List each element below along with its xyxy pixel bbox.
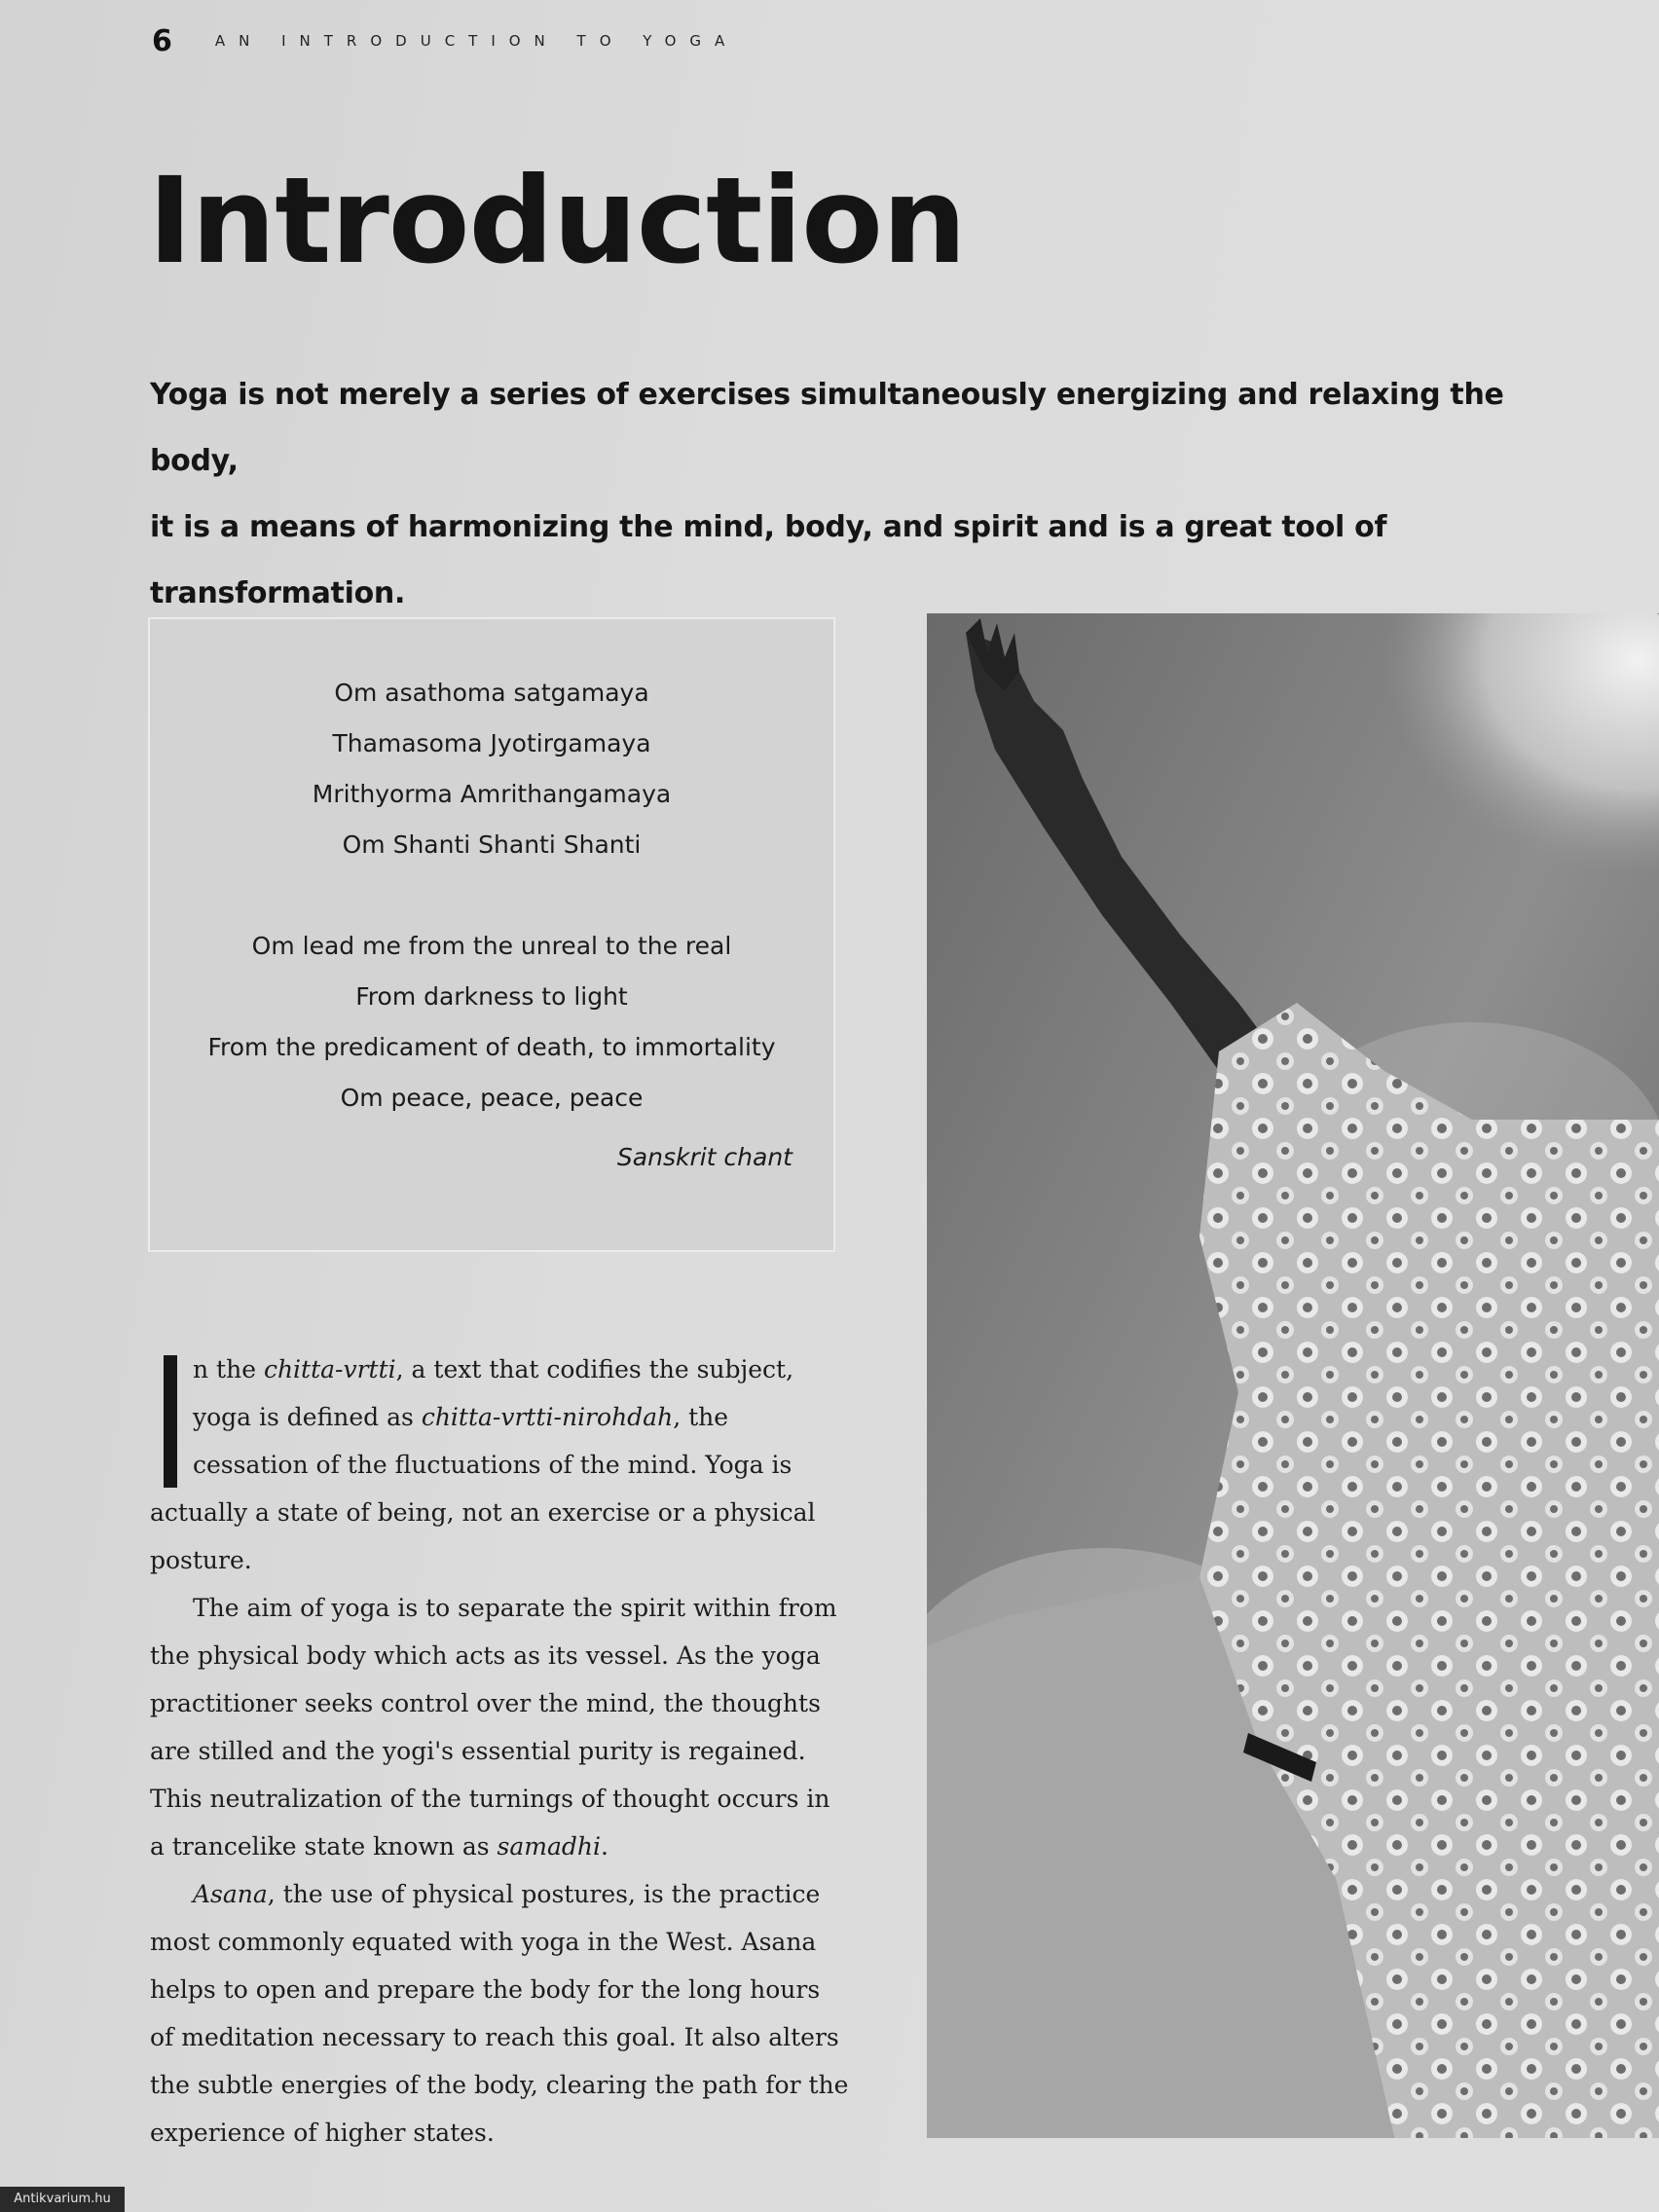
- chant-translation-line: From the predicament of death, to immortality: [207, 1033, 776, 1061]
- yoga-photo: [927, 613, 1659, 2138]
- lead-paragraph: [150, 362, 1571, 627]
- body-emphasis: Asana: [193, 1880, 268, 1908]
- chant-lines: [150, 668, 833, 1124]
- body-paragraph-3: [150, 1870, 851, 2157]
- watermark: Antikvarium.hu: [0, 2187, 125, 2212]
- body-text-run: , the cessation of the fluctuations of the mind. Yoga is actually a state of being, not an exercise or a physical posture.: [150, 1403, 816, 1574]
- chant-sanskrit-line: Thamasoma Jyotirgamaya: [332, 729, 651, 757]
- body-text-run: , a text that codifies the subject, yoga is defined as: [193, 1355, 794, 1431]
- body-text: [150, 1346, 851, 2157]
- page-title: Introduction: [148, 152, 966, 290]
- running-title: AN INTRODUCTION TO YOGA: [214, 32, 739, 50]
- chant-stanza-gap: [150, 870, 833, 921]
- page-number: 6: [152, 23, 172, 58]
- body-paragraph-1: [150, 1346, 851, 1584]
- chant-translation-line: From darkness to light: [355, 982, 628, 1011]
- body-text-run: , the use of physical postures, is the practice most commonly equated with yoga in the West. Asana helps to open and prepare the body for the long hours of meditation necessary to reach this goal. It also alters the subtle energies of the body, clearing the path for the experience of higher states.: [150, 1880, 849, 2147]
- chant-sanskrit-line: Om asathoma satgamaya: [334, 679, 649, 707]
- chant-source: Sanskrit chant: [616, 1143, 793, 1171]
- lead-line-2: it is a means of harmonizing the mind, body, and spirit and is a great tool of transformation.: [150, 510, 1387, 610]
- drop-cap-letter: [164, 1355, 165, 1356]
- body-emphasis: chitta-vrtti-nirohdah: [421, 1403, 674, 1431]
- drop-cap: [164, 1355, 177, 1488]
- chant-sanskrit-line: Mrithyorma Amrithangamaya: [312, 780, 672, 808]
- chant-translation-line: Om peace, peace, peace: [340, 1084, 644, 1112]
- chant-sanskrit-line: Om Shanti Shanti Shanti: [342, 830, 642, 859]
- lead-line-1: Yoga is not merely a series of exercises simultaneously energizing and relaxing the body,: [150, 378, 1504, 478]
- body-text-run: .: [600, 1832, 608, 1861]
- chant-box: [148, 617, 835, 1252]
- body-text-run: n the: [193, 1355, 264, 1383]
- yoga-photo-illustration: [927, 613, 1659, 2138]
- running-header: [152, 21, 738, 60]
- body-emphasis: samadhi: [497, 1832, 601, 1861]
- body-text-run: The aim of yoga is to separate the spirit within from the physical body which acts as its vessel. As the yoga practitioner seeks control over the mind, the thoughts are stilled and the yogi's essential purity is regained. This neutralization of the turnings of thought occurs in a trancelike state known as: [150, 1594, 837, 1861]
- body-paragraph-2: [150, 1584, 851, 1870]
- body-emphasis: chitta-vrtti: [263, 1355, 396, 1383]
- chant-translation-line: Om lead me from the unreal to the real: [251, 932, 732, 960]
